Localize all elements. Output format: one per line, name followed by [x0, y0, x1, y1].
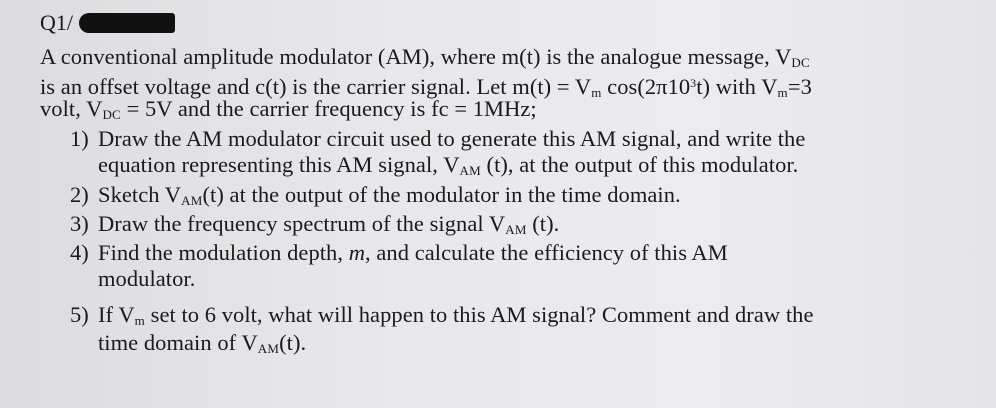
list-item-3: 3) Draw the frequency spectrum of the signal $V_{AM}$ (t). [70, 211, 560, 237]
question-label: Q1/ [40, 10, 73, 35]
list-item-4-line-2: modulator. [98, 266, 196, 291]
list-item-4-line-1: 4) Find the modulation depth, m, and calculate the efficiency of this AM [70, 240, 728, 265]
list-item-1-line-2: equation representing this AM signal, $V_{AM}$ (t), at the output of this modulator. [98, 152, 799, 178]
list-item-5-line-2: time domain of $V_{AM}(t)$. [98, 330, 307, 356]
question-heading [40, 10, 175, 36]
intro-line-3: volt, $V_{DC} = 5V$ and the carrier frequency is fc = 1MHz; [40, 96, 537, 122]
list-item-2: 2) Sketch $V_{AM}(t)$ at the output of the modulator in the time domain. [70, 182, 681, 208]
intro-line-2: is an offset voltage and c(t) is the carrier signal. Let $m(t) = V_m$ $\cos(2\pi 10^3t)$ with $V_m=3$ [40, 74, 812, 100]
intro-line-1: A conventional amplitude modulator (AM), where m(t) is the analogue message, $V_{DC}$ [40, 44, 810, 70]
redacted-mark [79, 13, 175, 33]
list-item-1-line-1: 1) Draw the AM modulator circuit used to generate this AM signal, and write the [70, 126, 806, 151]
list-item-5-line-1: 5) If $V_m$ set to 6 volt, what will happen to this AM signal? Comment and draw the [70, 302, 814, 328]
